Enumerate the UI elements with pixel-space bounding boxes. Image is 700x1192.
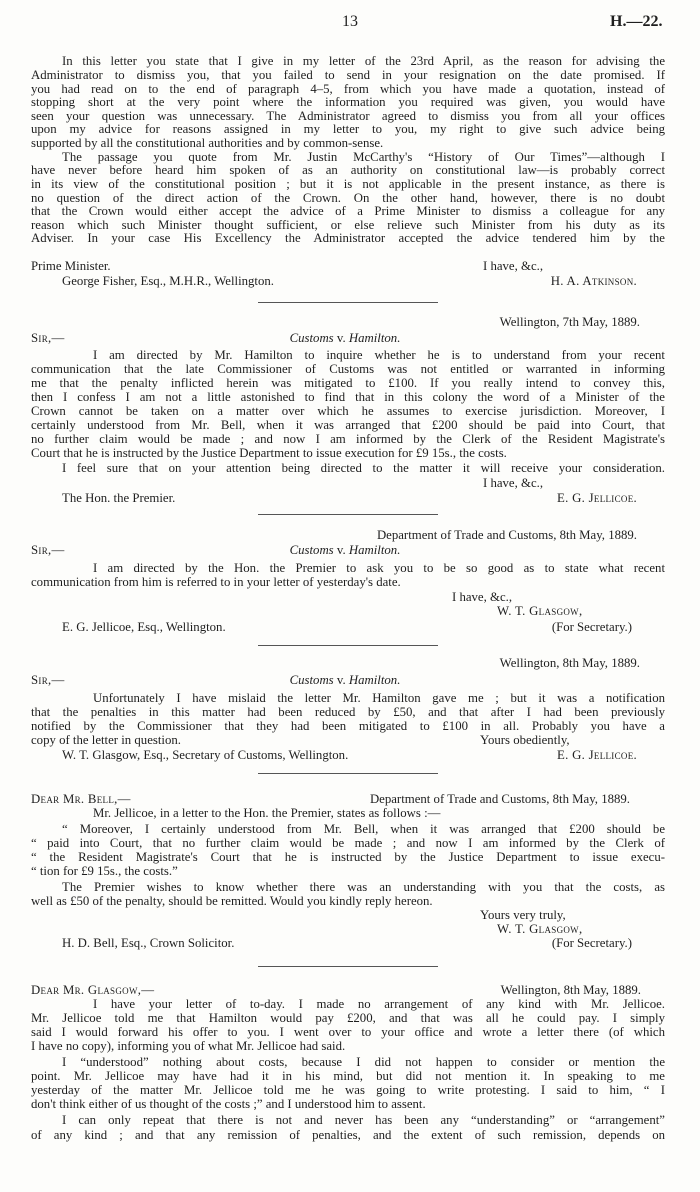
paragraph-line: Administrator to dismiss you, that you failed to send in your resignation on the date promised. If — [31, 68, 665, 82]
paragraph-line: Mr. Jellicoe, in a letter to the Hon. the Premier, states as follows :— — [93, 806, 441, 820]
paragraph-line: point. Mr. Jellicoe may have had it in his mind, but did not mention it. In speaking to me — [31, 1069, 665, 1083]
addressee: E. G. Jellicoe, Esq., Wellington. — [62, 620, 226, 634]
dateline: Wellington, 8th May, 1889. — [499, 656, 640, 670]
subject-party: Hamilton. — [348, 543, 401, 557]
paragraph-line: Unfortunately I have mislaid the letter Mr. Hamilton gave me ; but it was a notification — [93, 691, 665, 705]
paragraph-line: notified by the Commissioner that they had been mitigated to £100 in all. Probably you have a — [31, 719, 665, 733]
addressee: George Fisher, Esq., M.H.R., Wellington. — [62, 274, 274, 288]
paragraph-line: communication from him is referred to in your letter of yesterday's date. — [31, 575, 401, 589]
subject-line — [245, 331, 445, 345]
salutation: Sir,— — [31, 673, 65, 687]
paragraph-line: certainly understood from Mr. Bell, when it was arranged that £200 should be paid into Court, that — [31, 418, 665, 432]
section-divider — [258, 302, 438, 303]
subject-line — [245, 673, 445, 687]
closing: Yours very truly, — [480, 908, 566, 922]
quote-line: “ tion for £9 15s., the costs.” — [31, 864, 178, 878]
paragraph-line: that the Crown would either accept the advice of a Prime Minister to dismiss a colleague for any — [31, 204, 665, 218]
paragraph-line: you had read on to the end of paragraph 4–5, from which you have made a quotation, instead of — [31, 82, 665, 96]
quote-line: “ Moreover, I certainly understood from Mr. Bell, when it was arranged that £200 should be — [62, 822, 665, 836]
paper-reference: H.—22. — [610, 13, 663, 30]
paragraph-line: I feel sure that on your attention being directed to the matter it will receive your consideration. — [62, 461, 665, 475]
salutation: Sir,— — [31, 543, 65, 557]
signature: W. T. Glasgow, — [497, 922, 583, 936]
paragraph-line: I am directed by Mr. Hamilton to inquire whether he is to understand from your recent — [93, 348, 665, 362]
paragraph-line: copy of the letter in question. — [31, 733, 181, 747]
signature: W. T. Glasgow, — [497, 604, 583, 618]
paragraph-line: Adviser. In your case His Excellency the Administrator accepted the advice tendered him by the — [31, 231, 665, 245]
addressee: H. D. Bell, Esq., Crown Solicitor. — [62, 936, 235, 950]
paragraph-line: In this letter you state that I give in my letter of the 23rd April, as the reason for advising the — [62, 54, 665, 68]
paragraph-line: I “understood” nothing about costs, because I did not happen to consider or mention the — [62, 1055, 665, 1069]
page-number: 13 — [342, 13, 358, 30]
dateline: Department of Trade and Customs, 8th May, 1889. — [376, 528, 637, 542]
signature: H. A. Atkinson. — [550, 274, 637, 288]
paragraph-line: communication that the late Commissioner of Customs was not entitled or warranted in informing — [31, 362, 665, 376]
subject-party: Customs — [289, 331, 334, 345]
paragraph-line: don't think either of us thought of the costs ;” and I understood him to assent. — [31, 1097, 426, 1111]
subject-party: Customs — [289, 543, 334, 557]
paragraph-line: yesterday of the matter Mr. Jellicoe told me he was going to write protesting. I said to him, “ I — [31, 1083, 665, 1097]
closing: I have, &c., — [483, 259, 544, 273]
closing: I have, &c., — [483, 476, 544, 490]
paragraph-line: of any kind ; and that any remission of penalties, and the extent of such remission, depends on — [31, 1128, 665, 1142]
paragraph-line: stopping short at the very point where the information you required was given, you would have — [31, 95, 665, 109]
paragraph-line: I can only repeat that there is not and never has been any “understanding” or “arrangement” — [62, 1113, 665, 1127]
subject-party: Hamilton. — [348, 331, 401, 345]
paragraph-line: said I would forward his offer to you. I went over to your office and wrote a letter there (of which — [31, 1025, 665, 1039]
paragraph-line: upon my advice for reasons assigned in my letter to you, my right to give such advice being — [31, 122, 665, 136]
subject-versus: v. — [336, 543, 346, 557]
section-divider — [258, 773, 438, 774]
paragraph-line: I am directed by the Hon. the Premier to ask you to be so good as to state what recent — [93, 561, 665, 575]
paragraph-line: seen your question was unnecessary. The Administrator agreed to dismiss you from all your offices — [31, 109, 665, 123]
section-divider — [258, 966, 438, 967]
section-divider — [258, 514, 438, 515]
closing: I have, &c., — [452, 590, 513, 604]
paragraph-line: The passage you quote from Mr. Justin McCarthy's “History of Our Times”—although I — [62, 150, 665, 164]
quote-line: “ paid into Court, that no further claim would be made ; and now I am informed by the Clerk of — [31, 836, 665, 850]
addressee: W. T. Glasgow, Esq., Secretary of Customs, Wellington. — [62, 748, 349, 762]
salutation: Dear Mr. Bell,— — [31, 792, 131, 806]
paragraph-line: I have no copy), informing you of what Mr. Jellicoe had said. — [31, 1039, 346, 1053]
paragraph-line: in its view of the constitutional position ; but it is not applicable in the present instance, as there is — [31, 177, 665, 191]
signature-note: (For Secretary.) — [551, 936, 632, 950]
section-divider — [258, 645, 438, 646]
subject-line — [245, 543, 445, 557]
paragraph-line: have never before heard him spoken of as an authority on constitutional law—is probably correct — [31, 163, 665, 177]
paragraph-line: no further claim would be made ; and now I am informed by the Clerk of the Resident Magistrate's — [31, 432, 665, 446]
dateline: Wellington, 8th May, 1889. — [500, 983, 641, 997]
addressee: The Hon. the Premier. — [62, 491, 176, 505]
subject-versus: v. — [336, 331, 346, 345]
paragraph-line: well as £50 of the penalty, should be remitted. Would you kindly reply hereon. — [31, 894, 433, 908]
subject-party: Customs — [289, 673, 334, 687]
paragraph-line: that the penalties in this matter had been reduced by £50, and that after I had been previously — [31, 705, 665, 719]
quote-line: “ the Resident Magistrate's Court that he is instructed by the Justice Department to issue execu- — [31, 850, 665, 864]
salutation: Dear Mr. Glasgow,— — [31, 983, 155, 997]
dateline: Department of Trade and Customs, 8th May, 1889. — [369, 792, 630, 806]
paragraph-line: me that the penalty inflicted herein was mitigated to £100. If you really intend to convey this, — [31, 376, 665, 390]
signature: E. G. Jellicoe. — [556, 491, 637, 505]
paragraph-line: supported by all the constitutional authorities and by common-sense. — [31, 136, 384, 150]
signature-note: (For Secretary.) — [551, 620, 632, 634]
dateline: Wellington, 7th May, 1889. — [499, 315, 640, 329]
paragraph-line: reason which such Minister thought sufficient, or else relieve such Minister from his duty as its — [31, 218, 665, 232]
paragraph-line: I have your letter of to-day. I made no arrangement of any kind with Mr. Jellicoe. — [93, 997, 665, 1011]
paragraph-line: no question of the direct action of the Crown. On the other hand, however, there is no doubt — [31, 191, 665, 205]
salutation: Sir,— — [31, 331, 65, 345]
paragraph-line: The Premier wishes to know whether there was an understanding with you that the costs, as — [62, 880, 665, 894]
subject-party: Hamilton. — [348, 673, 401, 687]
paragraph-line: Crown cannot be taken on a matter over which he assumes to exercise jurisdiction. Moreover, I — [31, 404, 665, 418]
paragraph-line: Prime Minister. — [31, 259, 111, 273]
paragraph-line: Court that he is instructed by the Justice Department to issue execution for £9 15s., the costs. — [31, 446, 507, 460]
signature: E. G. Jellicoe. — [556, 748, 637, 762]
closing: Yours obediently, — [480, 733, 570, 747]
paragraph-line: Mr. Jellicoe told me that Hamilton would pay £200, and that was all he could pay. I simply — [31, 1011, 665, 1025]
subject-versus: v. — [336, 673, 346, 687]
paragraph-line: then I confess I am not a little astonished to find that in this colony the word of a Minister of the — [31, 390, 665, 404]
